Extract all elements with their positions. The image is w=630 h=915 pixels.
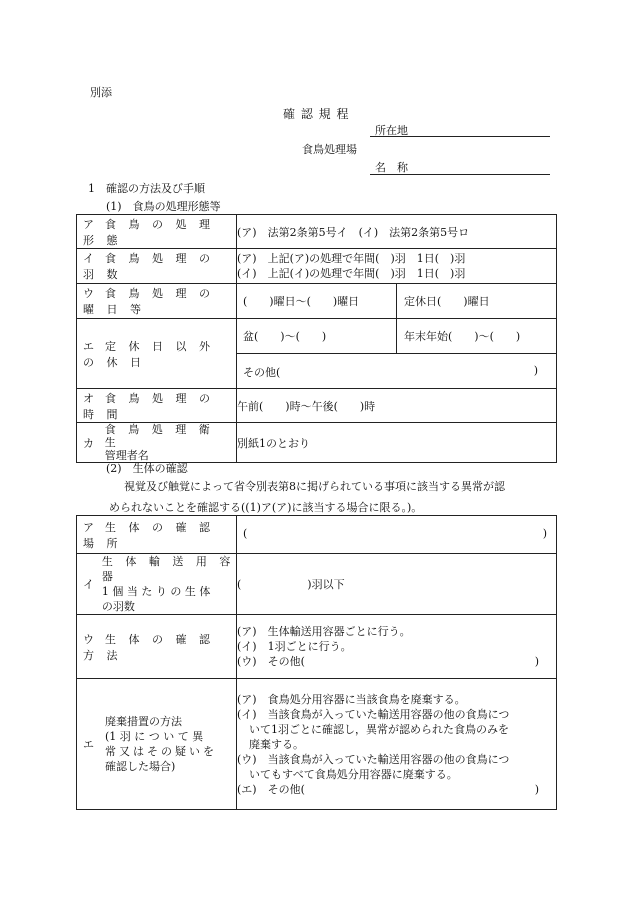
processing-type-value: (ア) 法第2条第5号イ (イ) 法第2条第5号ロ	[237, 215, 557, 249]
table-row	[77, 284, 557, 319]
birds-per-container-value: ( )羽以下	[237, 554, 557, 615]
document-title: 確 認 規 程	[283, 107, 350, 121]
table-row	[77, 554, 557, 615]
location-label: 所在地	[375, 124, 408, 137]
row-label: ウ 生 体 の 確 認 方 法	[77, 615, 237, 679]
row-label: イ 食 鳥 処 理 の 羽 数	[77, 249, 237, 284]
row-label: オ 食 鳥 処 理 の 時 間	[77, 389, 237, 423]
weekday-value: ( )曜日～( )曜日 定休日( )曜日	[237, 284, 557, 319]
row-label: エ 定 休 日 以 外 の 休 日	[77, 319, 237, 389]
confirm-method-value: (ア) 生体輸送用容器ごとに行う。 (イ) 1羽ごとに行う。 (ウ) その他( )	[237, 615, 557, 679]
live-bird-table	[76, 515, 557, 810]
attachment-label: 別添	[90, 86, 112, 99]
row-label: ア 食 鳥 の 処 理 形 態	[77, 215, 237, 249]
row-label: カ 食 鳥 処 理 衛 生 管理者名	[77, 423, 237, 463]
table-row	[77, 249, 557, 284]
row-label: イ 生 体 輸 送 用 容 器 1個当たりの生体 の羽数	[77, 554, 237, 615]
paragraph-line-2: められないことを確認する((1)ア(ア)に該当する場合に限る。)。	[109, 501, 423, 514]
section-heading: 1 確認の方法及び手順	[88, 182, 205, 195]
bird-count-value: (ア) 上記(ア)の処理で年間( )羽 1日( )羽 (イ) 上記(イ)の処理で年間( )羽 1日( )羽	[237, 249, 557, 284]
table-row	[77, 679, 557, 810]
paragraph-line-1: 視覚及び触覚によって省令別表第8に掲げられている事項に該当する異常が認	[124, 480, 505, 493]
subsection-heading-2: (2) 生体の確認	[106, 462, 188, 475]
location-underline	[370, 136, 550, 137]
name-underline	[370, 174, 550, 175]
holiday-value: 盆( )～( ) 年末年始( )～( ) その他( )	[237, 319, 557, 389]
table-row	[77, 516, 557, 554]
table-row	[77, 615, 557, 679]
row-label: エ 廃棄措置の方法 (1 羽 に つ い て 異 常又はその疑いを 確認した場合)	[77, 679, 237, 810]
subsection-heading-1: (1) 食鳥の処理形態等	[106, 200, 221, 213]
table-row	[77, 319, 557, 389]
manager-value: 別紙1のとおり	[237, 423, 557, 463]
name-label: 名 称	[375, 161, 408, 174]
table-row	[77, 215, 557, 249]
processing-table	[76, 214, 557, 463]
row-label: ア 生 体 の 確 認 場 所	[77, 516, 237, 554]
table-row	[77, 423, 557, 463]
disposal-method-value: (ア) 食鳥処分用容器に当該食鳥を廃棄する。 (イ) 当該食鳥が入っていた輸送用容器の他の食鳥につ いて1羽ごとに確認し，異常が認められた食鳥のみを 廃棄する。 (ウ) 当該食鳥が入っていた輸送用容器の他の食鳥につ いてもすべて食鳥処分用容器に廃棄する。 (エ) その他( )	[237, 679, 557, 810]
row-label: ウ 食 鳥 処 理 の 曜 日 等	[77, 284, 237, 319]
confirm-place-value: ( )	[237, 516, 557, 554]
table-row	[77, 389, 557, 423]
facility-label: 食鳥処理場	[302, 143, 357, 156]
processing-time-value: 午前( )時～午後( )時	[237, 389, 557, 423]
